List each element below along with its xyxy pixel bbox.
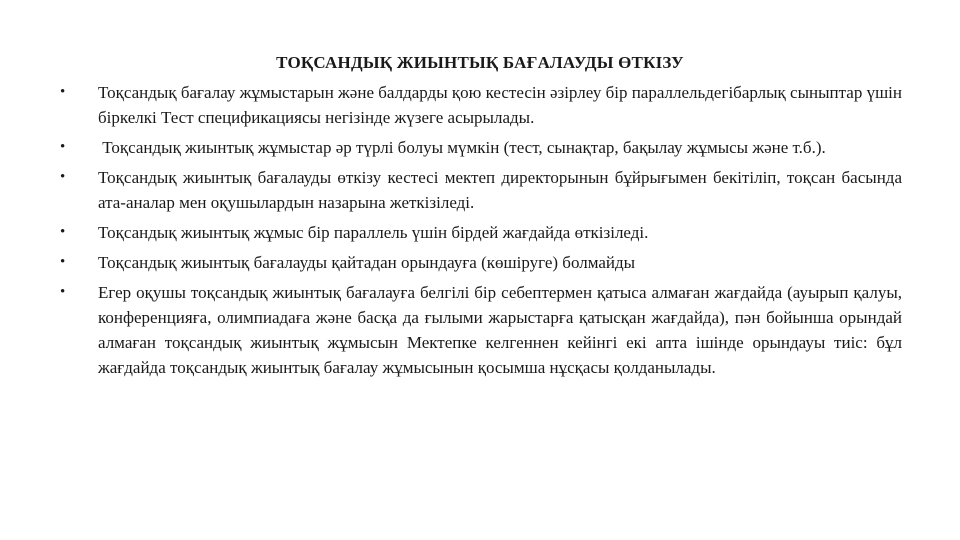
bullet-text: Егер оқушы тоқсандық жиынтық бағалауға белгілі бір себептермен қатыса алмаған жағдайда (ауырып қалуы, конференцияға, олимпиадаға және басқа да ғылыми жарыстарға қатысқан жағдайда), пән бойынша орындай алмаған тоқсандық жиынтық жұмысын Мектепке келгеннен кейінгі екі апта ішінде орындауы тиіс: бұл жағдайда тоқсандық жиынтық бағалау жұмысынын қосымша нұсқасы қолданылады. (98, 283, 902, 377)
bullet-item (60, 220, 902, 245)
bullet-text: Тоқсандық жиынтық жұмыс бір параллель үшін бірдей жағдайда өткізіледі. (98, 223, 649, 242)
bullet-item (60, 280, 902, 380)
bullet-item (60, 135, 902, 160)
bullet-text: Тоқсандық жиынтық бағалауды өткізу кестесі мектеп директорынын бұйрығымен бекітіліп, тоқсан басында ата-аналар мен оқушылардын назарына жеткізіледі. (98, 168, 902, 212)
bullet-dot-icon: • (60, 254, 66, 270)
slide-title: ТОҚСАНДЫҚ ЖИЫНТЫҚ БАҒАЛАУДЫ ӨТКІЗУ (276, 53, 684, 72)
bullet-text: Тоқсандық жиынтық бағалауды қайтадан орындауға (көшіруге) болмайды (98, 253, 636, 272)
bullet-item (60, 165, 902, 215)
bullet-text: Тоқсандық жиынтық жұмыстар әр түрлі болуы мүмкін (тест, сынақтар, бақылау жұмысы және т.б.). (98, 138, 826, 157)
bullet-dot-icon: • (60, 284, 66, 300)
bullet-dot-icon: • (60, 139, 66, 155)
bullet-item (60, 80, 902, 130)
bullet-text: Тоқсандық бағалау жұмыстарын және балдарды қою кестесін әзірлеу бір параллельдегібарлық сыныптар үшін біркелкі Тест спецификациясы негізінде жүзеге асырылады. (98, 83, 902, 127)
bullet-dot-icon: • (60, 84, 66, 100)
bullet-list (60, 80, 902, 385)
bullet-dot-icon: • (60, 169, 66, 185)
bullet-dot-icon: • (60, 224, 66, 240)
bullet-item (60, 250, 902, 275)
